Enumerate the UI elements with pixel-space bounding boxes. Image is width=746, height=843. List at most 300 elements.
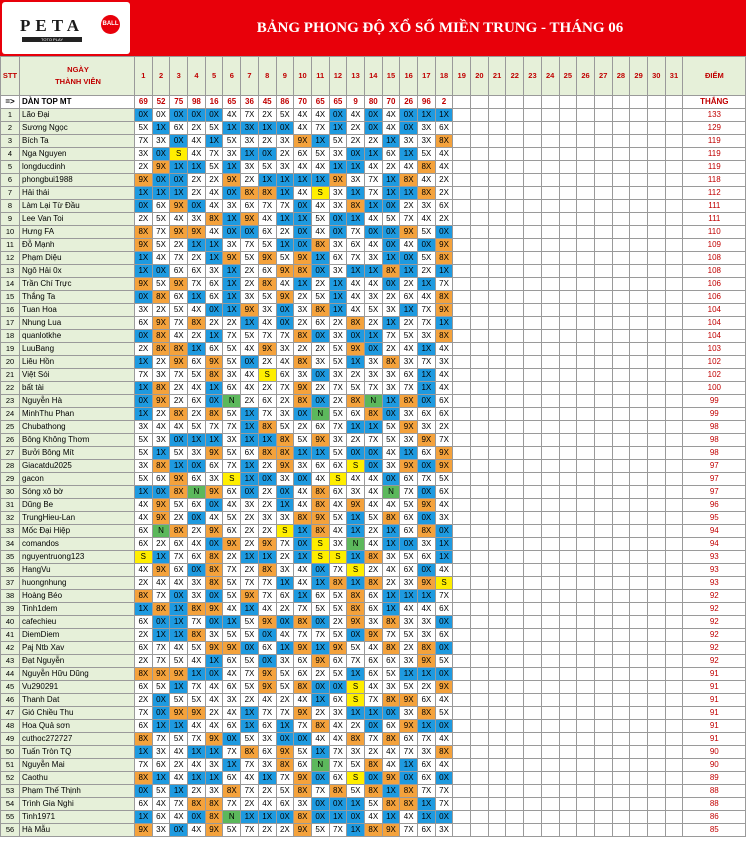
result-cell	[612, 148, 630, 161]
result-cell: 0X	[294, 239, 312, 252]
result-cell	[471, 655, 489, 668]
result-cell: 2X	[418, 265, 436, 278]
result-cell: 8X	[223, 785, 241, 798]
result-cell: 7X	[170, 369, 188, 382]
result-cell	[506, 252, 524, 265]
result-cell: 6X	[188, 265, 206, 278]
result-cell	[630, 304, 648, 317]
result-cell: 6X	[435, 603, 453, 616]
result-cell	[647, 317, 665, 330]
result-cell	[647, 109, 665, 122]
result-cell: 1X	[170, 785, 188, 798]
row-stt: 11	[1, 239, 20, 252]
row-name: Phạm Thế Thịnh	[20, 785, 135, 798]
result-cell: 1X	[170, 629, 188, 642]
result-cell: 6X	[364, 668, 382, 681]
result-cell: 4X	[382, 447, 400, 460]
result-cell: 4X	[400, 161, 418, 174]
result-cell	[488, 590, 506, 603]
result-cell: N	[188, 486, 206, 499]
result-cell	[577, 239, 595, 252]
result-cell: 1X	[294, 447, 312, 460]
result-cell	[471, 122, 489, 135]
result-cell	[630, 447, 648, 460]
result-cell: 0X	[329, 213, 347, 226]
result-cell	[471, 395, 489, 408]
result-cell	[488, 473, 506, 486]
result-cell: 2X	[400, 278, 418, 291]
result-cell	[471, 681, 489, 694]
result-cell: 5X	[241, 733, 259, 746]
result-cell: 3X	[418, 629, 436, 642]
result-cell: 4X	[294, 486, 312, 499]
result-cell: 3X	[258, 304, 276, 317]
result-cell	[541, 135, 559, 148]
result-cell: 3X	[329, 265, 347, 278]
result-cell: 2X	[435, 421, 453, 434]
result-cell	[665, 213, 683, 226]
result-cell	[630, 525, 648, 538]
result-cell	[594, 525, 612, 538]
result-cell	[488, 174, 506, 187]
result-cell: 1X	[223, 759, 241, 772]
result-cell: 7X	[347, 655, 365, 668]
result-cell	[453, 564, 471, 577]
result-cell: 2X	[241, 395, 259, 408]
result-cell	[577, 174, 595, 187]
result-cell: 0X	[205, 590, 223, 603]
result-cell: 4X	[258, 213, 276, 226]
result-cell: 7X	[329, 759, 347, 772]
result-cell	[453, 135, 471, 148]
result-cell: 6X	[135, 681, 153, 694]
result-cell: 5X	[276, 668, 294, 681]
result-cell: 6X	[418, 694, 436, 707]
result-cell: S	[258, 369, 276, 382]
result-cell: 2X	[276, 824, 294, 837]
top-pick-cell: 65	[329, 96, 347, 109]
result-cell	[630, 499, 648, 512]
result-cell: 6X	[258, 746, 276, 759]
result-cell: 2X	[188, 174, 206, 187]
result-cell	[612, 408, 630, 421]
result-cell: 9X	[435, 681, 453, 694]
result-cell	[612, 512, 630, 525]
result-cell	[647, 603, 665, 616]
result-cell: 2X	[347, 135, 365, 148]
result-cell: N	[364, 395, 382, 408]
result-cell	[488, 720, 506, 733]
result-cell: 6X	[418, 551, 436, 564]
row-name: Gió Chiều Thu	[20, 707, 135, 720]
result-cell: 2X	[188, 785, 206, 798]
result-cell	[559, 434, 577, 447]
result-cell: 1X	[170, 460, 188, 473]
result-cell	[541, 551, 559, 564]
result-cell	[630, 356, 648, 369]
result-cell	[647, 252, 665, 265]
result-cell	[559, 265, 577, 278]
result-cell: 6X	[329, 772, 347, 785]
result-cell	[524, 291, 542, 304]
result-cell: N	[223, 811, 241, 824]
result-cell	[541, 187, 559, 200]
result-cell: 2X	[241, 278, 259, 291]
result-cell: 3X	[418, 616, 436, 629]
row-stt: 35	[1, 551, 20, 564]
result-cell	[453, 642, 471, 655]
result-cell: 6X	[418, 772, 436, 785]
result-cell: 1X	[382, 252, 400, 265]
result-cell: 1X	[170, 161, 188, 174]
result-cell: 0X	[276, 317, 294, 330]
result-cell: 0X	[205, 304, 223, 317]
table-row	[1, 174, 746, 187]
result-cell	[630, 291, 648, 304]
result-cell: 4X	[294, 499, 312, 512]
result-cell: 6X	[135, 720, 153, 733]
result-cell: 1X	[400, 265, 418, 278]
result-cell: 2X	[152, 538, 170, 551]
result-cell	[453, 265, 471, 278]
row-name: Thanh Dat	[20, 694, 135, 707]
result-cell: 3X	[418, 538, 436, 551]
result-cell: 9X	[170, 707, 188, 720]
result-cell: 5X	[347, 642, 365, 655]
result-cell: 9X	[152, 512, 170, 525]
result-cell: 3X	[188, 577, 206, 590]
result-cell	[541, 785, 559, 798]
result-cell: 1X	[347, 668, 365, 681]
result-cell: 1X	[223, 161, 241, 174]
result-cell	[665, 538, 683, 551]
row-stt: 3	[1, 135, 20, 148]
result-cell: 8X	[382, 642, 400, 655]
result-cell	[453, 122, 471, 135]
result-cell: 1X	[258, 811, 276, 824]
logo-ball-icon: BALL	[101, 15, 120, 34]
result-cell	[488, 265, 506, 278]
result-cell	[630, 629, 648, 642]
row-points: 90	[683, 759, 746, 772]
result-cell	[524, 824, 542, 837]
row-name: Phạm Diệu	[20, 252, 135, 265]
result-cell	[647, 408, 665, 421]
result-cell	[647, 746, 665, 759]
result-cell: 0X	[400, 252, 418, 265]
result-cell	[577, 109, 595, 122]
result-cell: 1X	[382, 603, 400, 616]
result-cell	[488, 226, 506, 239]
result-cell: 1X	[364, 265, 382, 278]
result-cell	[612, 200, 630, 213]
result-cell	[506, 798, 524, 811]
result-cell: 1X	[311, 694, 329, 707]
result-cell: 5X	[400, 681, 418, 694]
result-cell: 8X	[347, 200, 365, 213]
result-cell: 3X	[135, 304, 153, 317]
result-cell: 6X	[170, 122, 188, 135]
table-row	[1, 213, 746, 226]
result-cell: 3X	[276, 161, 294, 174]
result-cell	[577, 278, 595, 291]
result-cell	[594, 122, 612, 135]
result-cell: 9X	[205, 447, 223, 460]
result-cell: 0X	[188, 109, 206, 122]
result-cell	[506, 135, 524, 148]
table-row	[1, 772, 746, 785]
result-cell: S	[329, 473, 347, 486]
result-cell: 8X	[205, 811, 223, 824]
row-points: 93	[683, 551, 746, 564]
result-cell: 5X	[347, 785, 365, 798]
row-name: Bưởi Bông Mít	[20, 447, 135, 460]
result-cell: 2X	[152, 304, 170, 317]
result-cell	[506, 707, 524, 720]
result-cell	[541, 122, 559, 135]
result-cell	[488, 200, 506, 213]
result-cell: 5X	[170, 694, 188, 707]
result-cell	[577, 447, 595, 460]
result-cell: 2X	[364, 525, 382, 538]
result-cell: 2X	[258, 499, 276, 512]
result-cell: 3X	[223, 148, 241, 161]
row-stt: 13	[1, 265, 20, 278]
result-cell	[506, 551, 524, 564]
row-points: 91	[683, 694, 746, 707]
result-cell: 2X	[347, 122, 365, 135]
result-cell	[577, 590, 595, 603]
result-cell: 4X	[329, 525, 347, 538]
result-cell: 7X	[329, 421, 347, 434]
table-row	[1, 317, 746, 330]
result-cell: 0X	[188, 460, 206, 473]
top-pick-cell: 80	[364, 96, 382, 109]
result-cell: 1X	[364, 421, 382, 434]
result-cell: 2X	[364, 135, 382, 148]
result-cell	[488, 616, 506, 629]
result-cell	[541, 798, 559, 811]
row-name: nguyentruong123	[20, 551, 135, 564]
result-cell	[541, 668, 559, 681]
result-cell: 6X	[400, 369, 418, 382]
result-cell	[630, 460, 648, 473]
result-cell: 9X	[435, 447, 453, 460]
result-cell: 0X	[205, 616, 223, 629]
result-cell	[471, 759, 489, 772]
result-cell	[453, 720, 471, 733]
result-cell	[594, 161, 612, 174]
result-cell	[453, 343, 471, 356]
result-cell: 2X	[276, 551, 294, 564]
result-cell: 7X	[435, 590, 453, 603]
result-cell: 9X	[135, 278, 153, 291]
row-stt: 44	[1, 668, 20, 681]
result-cell	[577, 746, 595, 759]
result-cell: 8X	[294, 356, 312, 369]
result-cell: 9X	[276, 460, 294, 473]
result-cell: 4X	[347, 278, 365, 291]
result-cell	[488, 408, 506, 421]
result-cell	[577, 811, 595, 824]
table-row	[1, 577, 746, 590]
table-row	[1, 668, 746, 681]
row-stt: 18	[1, 330, 20, 343]
result-cell	[665, 759, 683, 772]
result-cell: 2X	[258, 486, 276, 499]
result-cell	[594, 590, 612, 603]
result-cell	[647, 681, 665, 694]
result-cell	[471, 356, 489, 369]
result-cell: 7X	[400, 746, 418, 759]
result-cell: 4X	[170, 772, 188, 785]
result-cell: 0X	[205, 395, 223, 408]
result-cell: 0X	[435, 668, 453, 681]
result-cell: 1X	[400, 447, 418, 460]
result-cell	[506, 356, 524, 369]
result-cell	[612, 759, 630, 772]
result-cell	[594, 304, 612, 317]
result-cell: 3X	[258, 759, 276, 772]
result-cell: 2X	[329, 616, 347, 629]
row-points: 106	[683, 291, 746, 304]
result-cell: 2X	[294, 291, 312, 304]
result-cell: 5X	[223, 577, 241, 590]
result-cell	[594, 577, 612, 590]
result-cell: 7X	[364, 187, 382, 200]
result-cell: 7X	[188, 681, 206, 694]
result-cell	[506, 720, 524, 733]
result-cell	[524, 460, 542, 473]
result-cell: 0X	[347, 148, 365, 161]
result-cell: 8X	[294, 616, 312, 629]
result-cell	[471, 239, 489, 252]
result-cell	[647, 395, 665, 408]
result-cell: 5X	[329, 629, 347, 642]
result-cell	[524, 590, 542, 603]
result-cell: 5X	[170, 655, 188, 668]
result-cell: N	[223, 395, 241, 408]
top-pick-cell	[594, 96, 612, 109]
result-cell	[647, 291, 665, 304]
day-header: 16	[400, 57, 418, 96]
result-cell: 5X	[435, 655, 453, 668]
result-cell: 8X	[205, 551, 223, 564]
result-cell: 7X	[258, 330, 276, 343]
result-cell: 3X	[205, 265, 223, 278]
result-cell	[471, 733, 489, 746]
result-cell: 1X	[347, 213, 365, 226]
result-cell	[488, 564, 506, 577]
result-cell	[612, 291, 630, 304]
row-points: 92	[683, 590, 746, 603]
result-cell: 0X	[241, 486, 259, 499]
result-cell: 5X	[329, 343, 347, 356]
result-cell	[630, 681, 648, 694]
result-cell	[630, 733, 648, 746]
result-cell	[577, 603, 595, 616]
result-cell: 2X	[258, 382, 276, 395]
result-cell: 2X	[311, 668, 329, 681]
result-cell	[453, 109, 471, 122]
result-cell: 8X	[170, 408, 188, 421]
result-cell: 8X	[294, 681, 312, 694]
result-cell: 8X	[294, 265, 312, 278]
result-cell	[577, 551, 595, 564]
result-cell	[577, 798, 595, 811]
result-cell: 8X	[152, 382, 170, 395]
result-cell: 1X	[152, 629, 170, 642]
result-cell: 0X	[364, 343, 382, 356]
result-cell: 8X	[400, 798, 418, 811]
result-cell	[524, 577, 542, 590]
result-cell	[612, 655, 630, 668]
result-cell	[612, 668, 630, 681]
table-row	[1, 525, 746, 538]
result-cell: 4X	[435, 382, 453, 395]
result-cell	[453, 447, 471, 460]
result-cell: 9X	[382, 824, 400, 837]
row-stt: 25	[1, 421, 20, 434]
result-cell: 6X	[135, 798, 153, 811]
result-cell	[577, 564, 595, 577]
result-cell: 7X	[311, 122, 329, 135]
result-cell: 4X	[135, 512, 153, 525]
result-cell	[541, 291, 559, 304]
row-points: 108	[683, 265, 746, 278]
result-cell	[594, 499, 612, 512]
result-cell: 2X	[400, 642, 418, 655]
table-row	[1, 590, 746, 603]
result-cell: 4X	[241, 772, 259, 785]
result-cell	[577, 525, 595, 538]
result-cell: 2X	[382, 343, 400, 356]
result-cell: 7X	[311, 629, 329, 642]
result-cell	[612, 525, 630, 538]
result-cell	[506, 447, 524, 460]
result-cell: 7X	[188, 733, 206, 746]
result-cell	[630, 564, 648, 577]
result-cell	[559, 187, 577, 200]
result-cell: 9X	[205, 642, 223, 655]
result-cell: 6X	[329, 252, 347, 265]
result-cell: 5X	[135, 473, 153, 486]
result-cell	[665, 564, 683, 577]
result-cell: 9X	[170, 356, 188, 369]
result-cell: 5X	[311, 291, 329, 304]
row-points: 104	[683, 317, 746, 330]
result-cell	[488, 642, 506, 655]
result-cell	[506, 577, 524, 590]
result-cell	[524, 486, 542, 499]
result-cell: 6X	[135, 317, 153, 330]
result-cell: 0X	[294, 226, 312, 239]
result-cell: 4X	[382, 564, 400, 577]
result-cell: 7X	[400, 382, 418, 395]
table-row	[1, 161, 746, 174]
row-stt: 48	[1, 720, 20, 733]
result-cell: 4X	[258, 317, 276, 330]
result-cell: 2X	[135, 577, 153, 590]
result-cell: 0X	[364, 109, 382, 122]
result-cell	[453, 239, 471, 252]
result-cell: 4X	[400, 239, 418, 252]
row-points: 91	[683, 720, 746, 733]
result-cell	[612, 590, 630, 603]
result-cell: 2X	[241, 694, 259, 707]
day-header: 5	[205, 57, 223, 96]
result-cell: 1X	[205, 330, 223, 343]
